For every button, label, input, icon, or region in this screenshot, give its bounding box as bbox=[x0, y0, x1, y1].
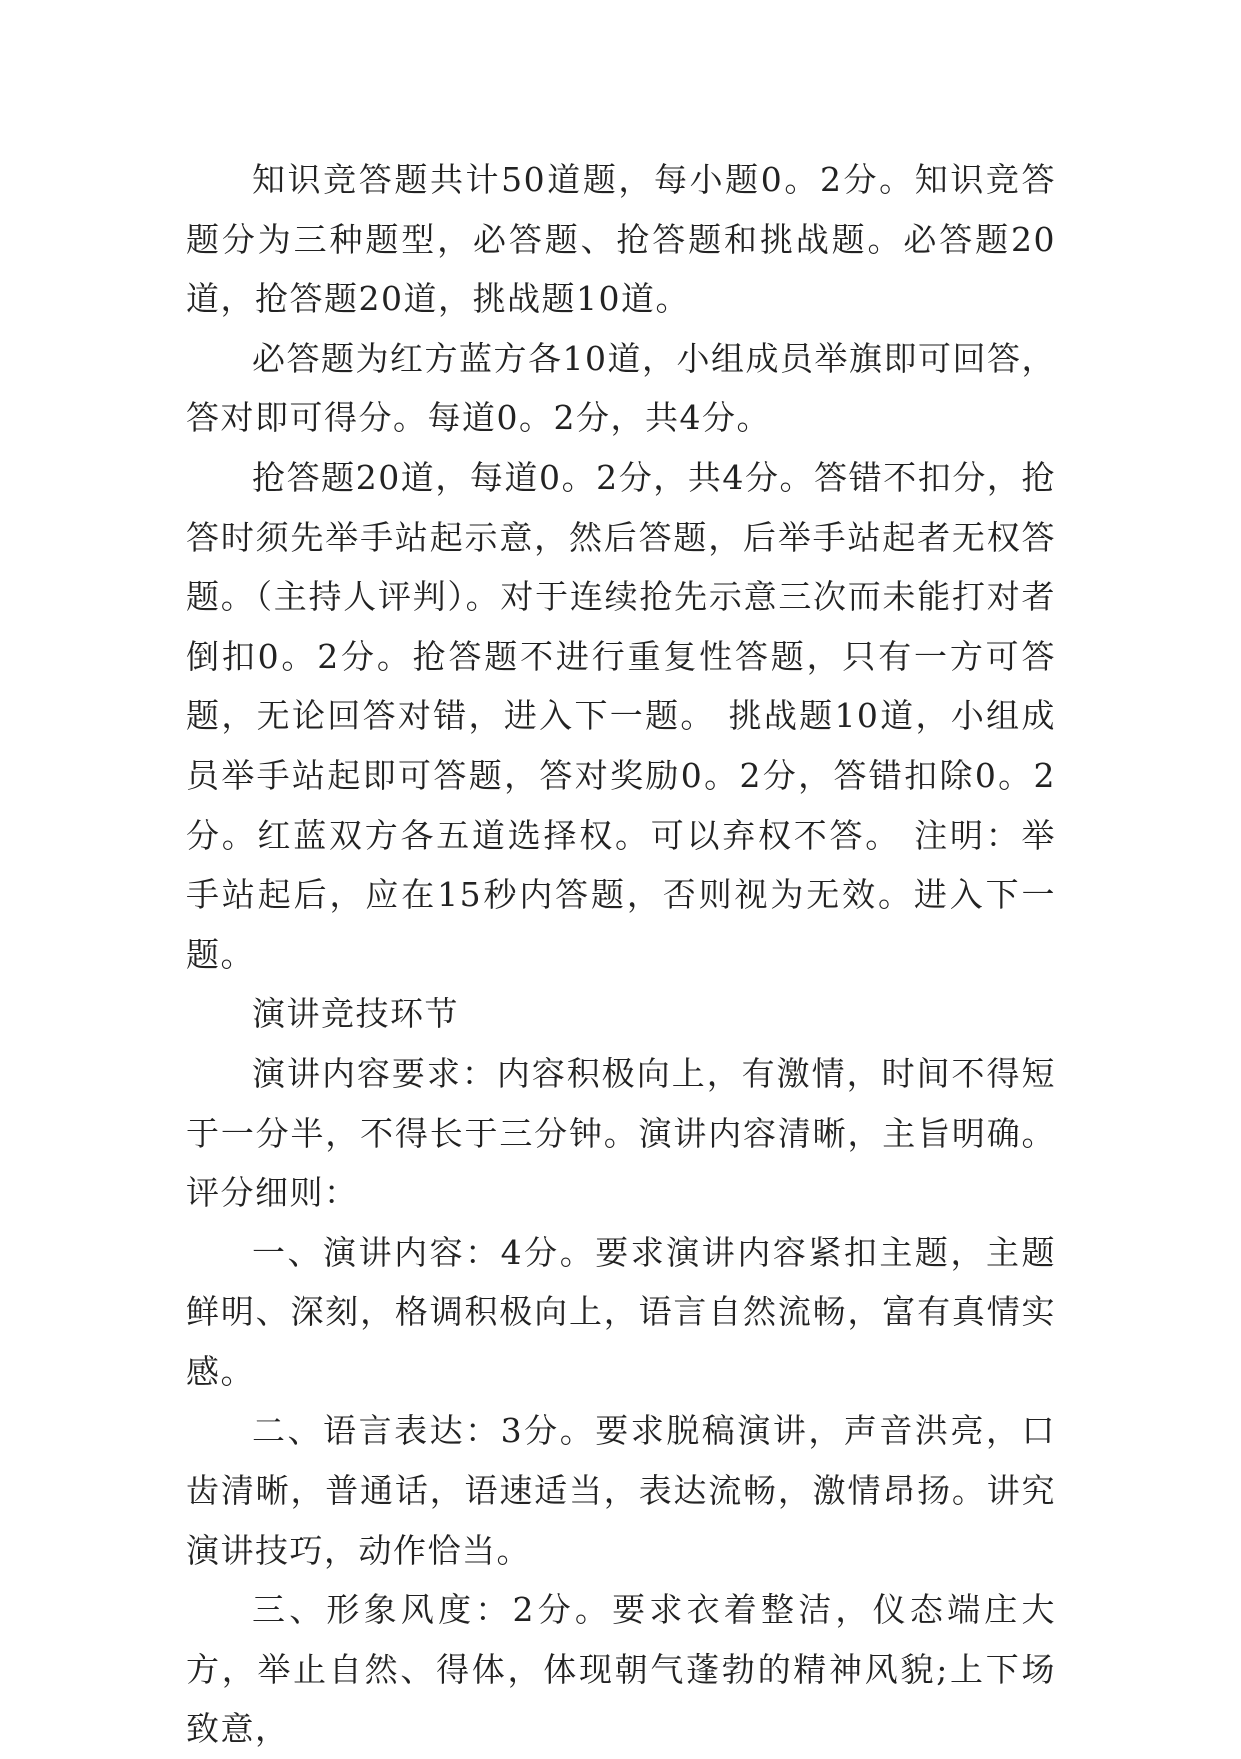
paragraph-criterion-content: 一、演讲内容：4分。要求演讲内容紧扣主题，主题鲜明、深刻，格调积极向上，语言自然流畅，富有真情实感。 bbox=[186, 1232, 1056, 1391]
paragraph-buzzer-and-challenge: 抢答题20道，每道0。2分，共4分。答错不扣分，抢答时须先举手站起示意，然后答题，后举手站起者无权答题。（主持人评判）。对于连续抢先示意三次而未能打对者倒扣0。2分。抢答题不进行重复性答题，只有一方可答题，无论回答对错，进入下一题。 挑战题10道，小组成员举手站起即可答题，答对奖励0。2分，答错扣除0。2分。红蓝双方各五道选择权。可以弃权不答。 注明：举手站起后，应在15秒内答题，否则视为无效。进入下一题。 bbox=[186, 457, 1056, 974]
paragraph-criterion-demeanor: 三、形象风度：2分。要求衣着整洁，仪态端庄大方，举止自然、得体，体现朝气蓬勃的精神风貌;上下场致意， bbox=[186, 1590, 1056, 1749]
section-heading-speech: 演讲竞技环节 bbox=[252, 994, 459, 1034]
paragraph-speech-requirements: 演讲内容要求：内容积极向上，有激情，时间不得短于一分半，不得长于三分钟。演讲内容清晰，主旨明确。 评分细则： bbox=[186, 1053, 1056, 1213]
paragraph-required-questions: 必答题为红方蓝方各10道，小组成员举旗即可回答，答对即可得分。每道0。2分，共4分。 bbox=[186, 338, 1056, 438]
document-body bbox=[186, 150, 1056, 1759]
paragraph-quiz-overview: 知识竞答题共计50道题，每小题0。2分。知识竞答题分为三种题型，必答题、抢答题和挑战题。必答题20道，抢答题20道，挑战题10道。 bbox=[186, 160, 1056, 319]
paragraph-criterion-language: 二、语言表达：3分。要求脱稿演讲，声音洪亮，口齿清晰，普通话，语速适当，表达流畅，激情昂扬。讲究演讲技巧，动作恰当。 bbox=[186, 1411, 1056, 1570]
